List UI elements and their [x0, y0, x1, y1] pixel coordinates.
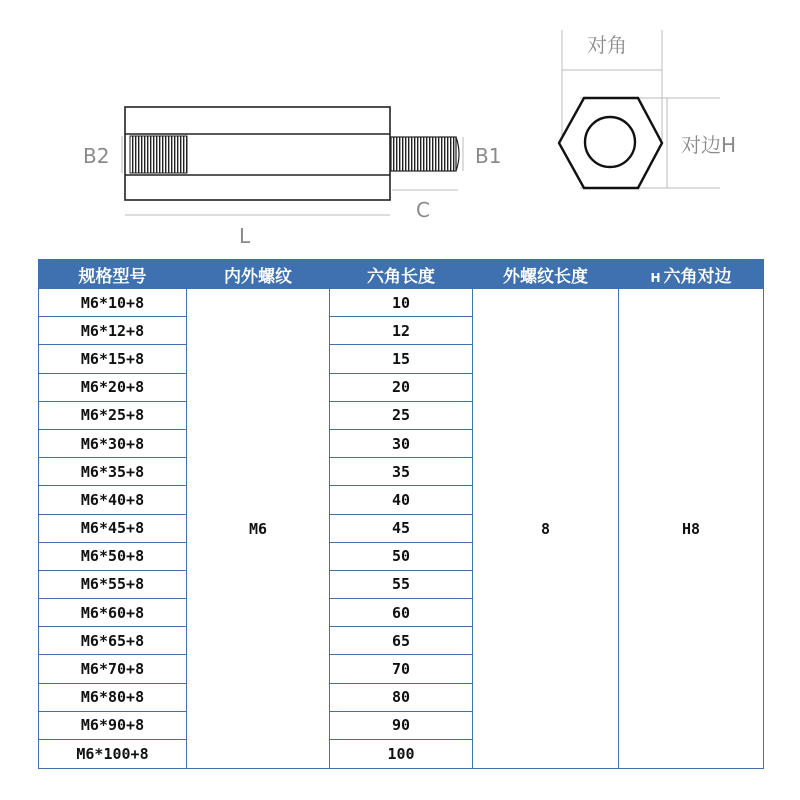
- cell-hex-length: 90: [330, 711, 473, 739]
- cell-model: M6*65+8: [39, 627, 187, 655]
- cell-model: M6*60+8: [39, 599, 187, 627]
- cell-outer-thread-length: 8: [473, 289, 619, 769]
- cell-model: M6*50+8: [39, 542, 187, 570]
- side-view: [83, 107, 501, 248]
- cell-model: M6*70+8: [39, 655, 187, 683]
- cell-model: M6*20+8: [39, 373, 187, 401]
- table-row: [39, 289, 764, 317]
- cell-model: M6*100+8: [39, 740, 187, 769]
- cell-inner-thread: M6: [187, 289, 330, 769]
- cell-hex-length: 70: [330, 655, 473, 683]
- cell-model: M6*35+8: [39, 458, 187, 486]
- table-body: [39, 289, 764, 769]
- end-view: [559, 30, 736, 188]
- standoff-diagram: [0, 0, 800, 250]
- label-b1: B1: [475, 144, 502, 168]
- header-thread: 内外螺纹: [187, 260, 330, 289]
- cell-hex-flat: H8: [619, 289, 764, 769]
- cell-hex-length: 55: [330, 570, 473, 598]
- label-c: C: [416, 198, 430, 222]
- cell-hex-length: 80: [330, 683, 473, 711]
- cell-model: M6*40+8: [39, 486, 187, 514]
- cell-model: M6*30+8: [39, 429, 187, 457]
- header-hex-length: 六角长度: [330, 260, 473, 289]
- cell-model: M6*25+8: [39, 401, 187, 429]
- header-outer-thread-length: 外螺纹长度: [473, 260, 619, 289]
- cell-hex-length: 15: [330, 345, 473, 373]
- cell-hex-length: 65: [330, 627, 473, 655]
- cell-model: M6*80+8: [39, 683, 187, 711]
- cell-hex-length: 50: [330, 542, 473, 570]
- label-diagonal: 对角: [587, 33, 627, 57]
- header-model: 规格型号: [39, 260, 187, 289]
- cell-hex-length: 12: [330, 317, 473, 345]
- spec-table: [38, 259, 764, 769]
- cell-model: M6*10+8: [39, 289, 187, 317]
- cell-hex-length: 100: [330, 740, 473, 769]
- cell-hex-length: 30: [330, 429, 473, 457]
- cell-hex-length: 10: [330, 289, 473, 317]
- cell-hex-length: 60: [330, 599, 473, 627]
- external-thread: [391, 137, 456, 171]
- cell-hex-length: 20: [330, 373, 473, 401]
- cell-model: M6*15+8: [39, 345, 187, 373]
- header-row: [39, 260, 764, 289]
- hexagon: [559, 98, 662, 188]
- internal-thread: [130, 136, 187, 173]
- cell-model: M6*12+8: [39, 317, 187, 345]
- cell-model: M6*45+8: [39, 514, 187, 542]
- label-flat: 对边H: [681, 133, 737, 157]
- cell-hex-length: 25: [330, 401, 473, 429]
- cell-hex-length: 35: [330, 458, 473, 486]
- label-l: L: [239, 224, 251, 248]
- header-hex-flat-label: 六角对边: [663, 266, 732, 287]
- cell-hex-length: 45: [330, 514, 473, 542]
- label-b2: B2: [83, 144, 110, 168]
- header-hex-flat: [619, 260, 764, 289]
- cell-model: M6*90+8: [39, 711, 187, 739]
- cell-model: M6*55+8: [39, 570, 187, 598]
- header-h-prefix: H: [650, 270, 661, 285]
- cell-hex-length: 40: [330, 486, 473, 514]
